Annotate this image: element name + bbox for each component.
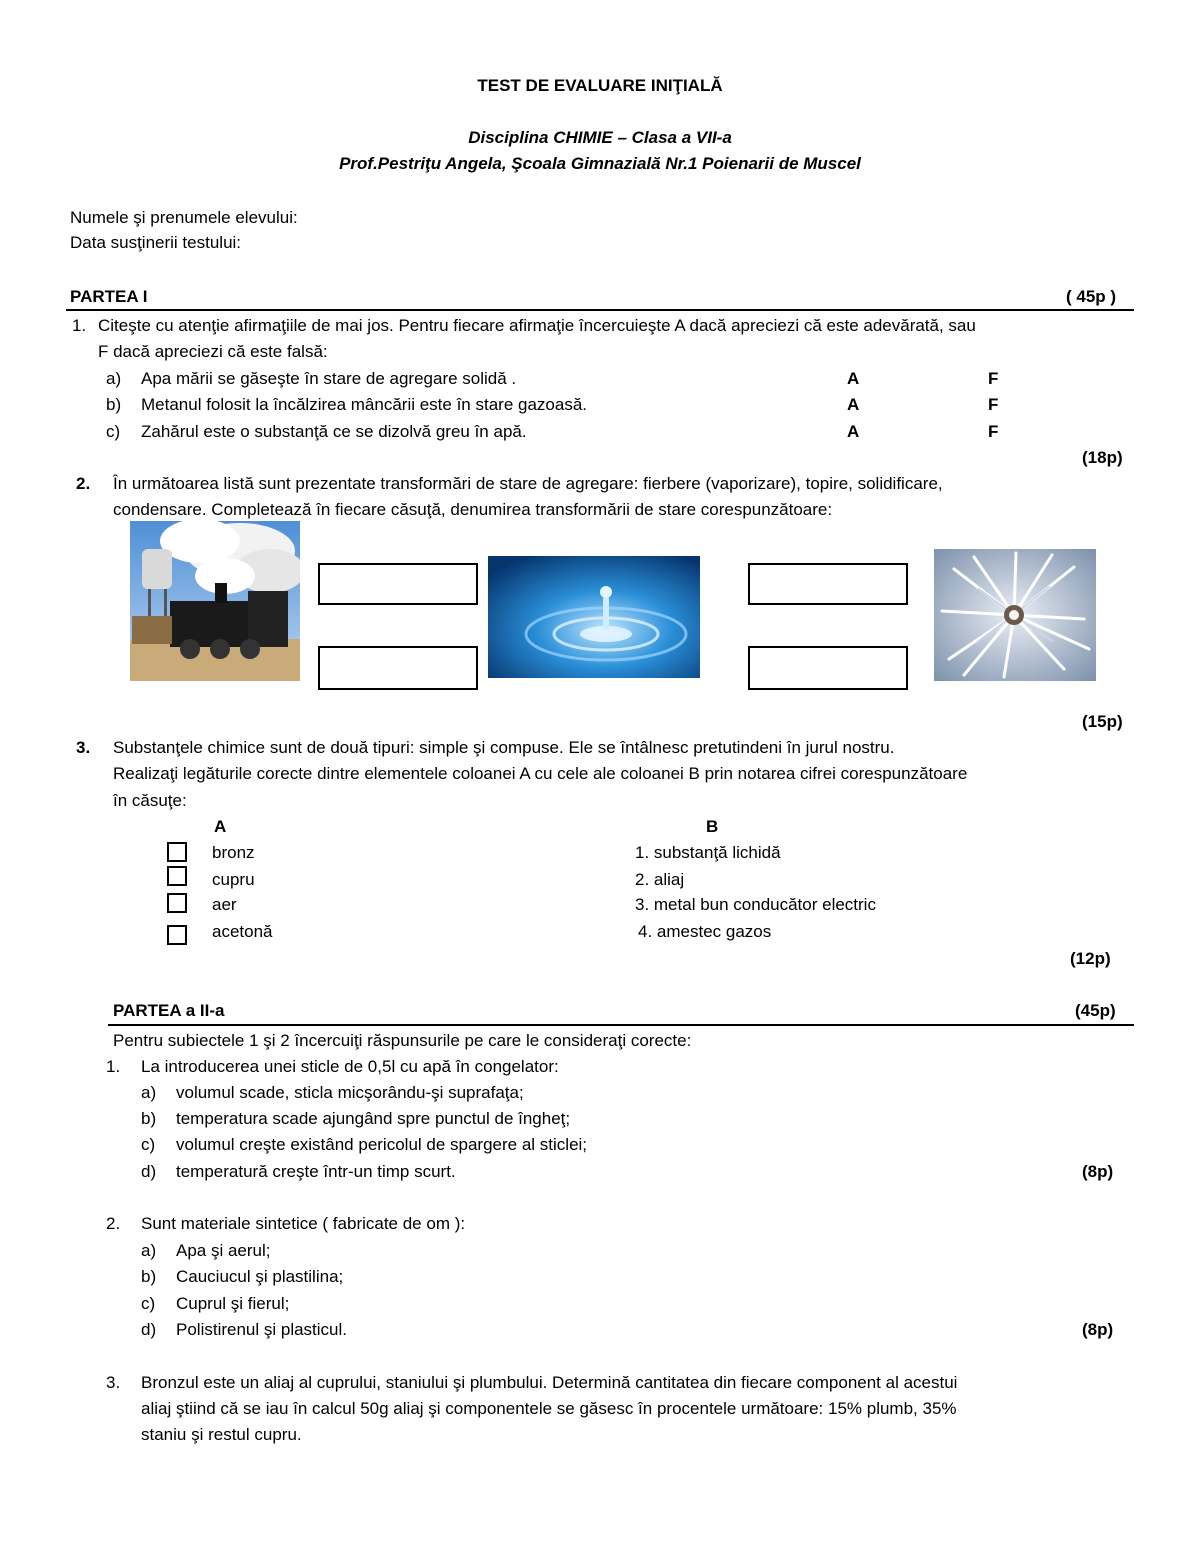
q1-item-text: Apa mării se găseşte în stare de agregare solidă . — [141, 369, 517, 388]
p2-q3-line2: aliaj ştiind că se iau în calcul 50g aliaj şi componentele se găsesc în procentele următoare: 15% plumb, 35% — [141, 1399, 957, 1418]
q3-text-line2: Realizaţi legăturile corecte dintre elementele coloanei A cu cele ale coloanei B prin notarea cifrei corespunzătoare — [113, 764, 968, 783]
option-letter[interactable]: c) — [141, 1135, 156, 1154]
student-name-label: Numele şi prenumele elevului: — [70, 208, 298, 227]
option-text: volumul creşte existând pericolul de spargere al sticlei; — [176, 1135, 588, 1154]
answer-box-3[interactable] — [748, 563, 908, 605]
answer-checkbox[interactable] — [167, 866, 187, 886]
option-letter[interactable]: a) — [141, 1083, 157, 1102]
steam-train-image — [130, 521, 300, 681]
answer-checkbox[interactable] — [167, 893, 187, 913]
q3-text-line3: în căsuţe: — [113, 791, 187, 810]
q2-number: 2. — [76, 474, 91, 493]
q1-item-false-option[interactable]: F — [988, 422, 999, 441]
answer-checkbox[interactable] — [167, 842, 187, 862]
option-letter[interactable]: d) — [141, 1320, 157, 1339]
column-b-item: 1. substanţă lichidă — [635, 843, 781, 862]
column-b-item: 3. metal bun conducător electric — [635, 895, 876, 914]
q2-points: (15p) — [1082, 712, 1123, 731]
part2-points: (45p) — [1075, 1001, 1116, 1020]
part2-intro: Pentru subiectele 1 şi 2 încercuiţi răspunsurile pe care le consideraţi corecte: — [113, 1031, 692, 1050]
p2-q1-text: La introducerea unei sticle de 0,5l cu apă în congelator: — [141, 1057, 559, 1076]
p2-q2-number: 2. — [106, 1214, 121, 1233]
column-b-header: B — [706, 817, 719, 836]
part1-divider — [66, 309, 1134, 311]
q1-item-letter: b) — [106, 395, 122, 414]
test-date-label: Data susţinerii testului: — [70, 233, 242, 252]
option-letter[interactable]: b) — [141, 1109, 157, 1128]
option-letter[interactable]: b) — [141, 1267, 157, 1286]
option-text: temperatură creşte într-un timp scurt. — [176, 1162, 456, 1181]
p2-q3-line1: Bronzul este un aliaj al cuprului, staniului şi plumbului. Determină cantitatea din fiecare component al acestui — [141, 1373, 958, 1392]
answer-box-4[interactable] — [748, 646, 908, 690]
option-letter[interactable]: a) — [141, 1241, 157, 1260]
page-title: TEST DE EVALUARE INIŢIALĂ — [477, 76, 723, 95]
q1-item-true-option[interactable]: A — [847, 422, 860, 441]
q3-points: (12p) — [1070, 949, 1111, 968]
answer-box-1[interactable] — [318, 563, 478, 605]
column-a-item: cupru — [212, 870, 255, 889]
q1-item-true-option[interactable]: A — [847, 395, 860, 414]
column-a-item: aer — [212, 895, 237, 914]
p2-q1-number: 1. — [106, 1057, 121, 1076]
option-text: Apa şi aerul; — [176, 1241, 271, 1260]
frosted-pine-image — [934, 549, 1096, 681]
part2-divider — [108, 1024, 1134, 1026]
part1-points: ( 45p ) — [1066, 287, 1117, 306]
q1-item-text: Zahărul este o substanţă ce se dizolvă greu în apă. — [141, 422, 527, 441]
q3-number: 3. — [76, 738, 91, 757]
q1-text-line2: F dacă apreciezi că este falsă: — [98, 342, 328, 361]
q1-points: (18p) — [1082, 448, 1123, 467]
q1-item-letter: c) — [106, 422, 121, 441]
part1-title: PARTEA I — [70, 287, 148, 306]
option-letter[interactable]: c) — [141, 1294, 156, 1313]
p2-q3-number: 3. — [106, 1373, 121, 1392]
q2-text-line2: condensare. Completează în fiecare căsuţă, denumirea transformării de stare corespunzătoare: — [113, 500, 833, 519]
column-b-item: 2. aliaj — [635, 870, 685, 889]
option-text: Cuprul şi fierul; — [176, 1294, 290, 1313]
part2-title: PARTEA a II-a — [113, 1001, 225, 1020]
p2-q1-points: (8p) — [1082, 1162, 1114, 1181]
q1-text-line1: Citeşte cu atenţie afirmaţiile de mai jos. Pentru fiecare afirmaţie încercuieşte A dacă apreciezi că este adevărată, sau — [98, 316, 976, 335]
p2-q2-text: Sunt materiale sintetice ( fabricate de om ): — [141, 1214, 466, 1233]
q1-item-false-option[interactable]: F — [988, 395, 999, 414]
answer-box-2[interactable] — [318, 646, 478, 690]
q1-item-text: Metanul folosit la încălzirea mâncării este în stare gazoasă. — [141, 395, 588, 414]
q1-item-letter: a) — [106, 369, 122, 388]
option-text: temperatura scade ajungând spre punctul de îngheţ; — [176, 1109, 571, 1128]
option-text: Cauciucul şi plastilina; — [176, 1267, 344, 1286]
option-letter[interactable]: d) — [141, 1162, 157, 1181]
option-text: volumul scade, sticla micşorându-şi suprafaţa; — [176, 1083, 524, 1102]
column-a-header: A — [214, 817, 227, 836]
q1-item-false-option[interactable]: F — [988, 369, 999, 388]
q1-item-true-option[interactable]: A — [847, 369, 860, 388]
teacher-line: Prof.Pestriţu Angela, Şcoala Gimnazială Nr.1 Poienarii de Muscel — [339, 154, 861, 173]
q2-text-line1: În următoarea listă sunt prezentate transformări de stare de agregare: fierbere (vaporizare), topire, solidificare, — [113, 474, 943, 493]
column-b-item: 4. amestec gazos — [638, 922, 772, 941]
q1-number: 1. — [72, 316, 87, 335]
q3-text-line1: Substanţele chimice sunt de două tipuri: simple şi compuse. Ele se întâlnesc pretutindeni în jurul nostru. — [113, 738, 895, 757]
column-a-item: acetonă — [212, 922, 273, 941]
water-drop-image — [488, 556, 700, 678]
discipline-line: Disciplina CHIMIE – Clasa a VII-a — [468, 128, 732, 147]
p2-q2-points: (8p) — [1082, 1320, 1114, 1339]
option-text: Polistirenul şi plasticul. — [176, 1320, 348, 1339]
answer-checkbox[interactable] — [167, 925, 187, 945]
column-a-item: bronz — [212, 843, 255, 862]
p2-q3-line3: staniu şi restul cupru. — [141, 1425, 302, 1444]
